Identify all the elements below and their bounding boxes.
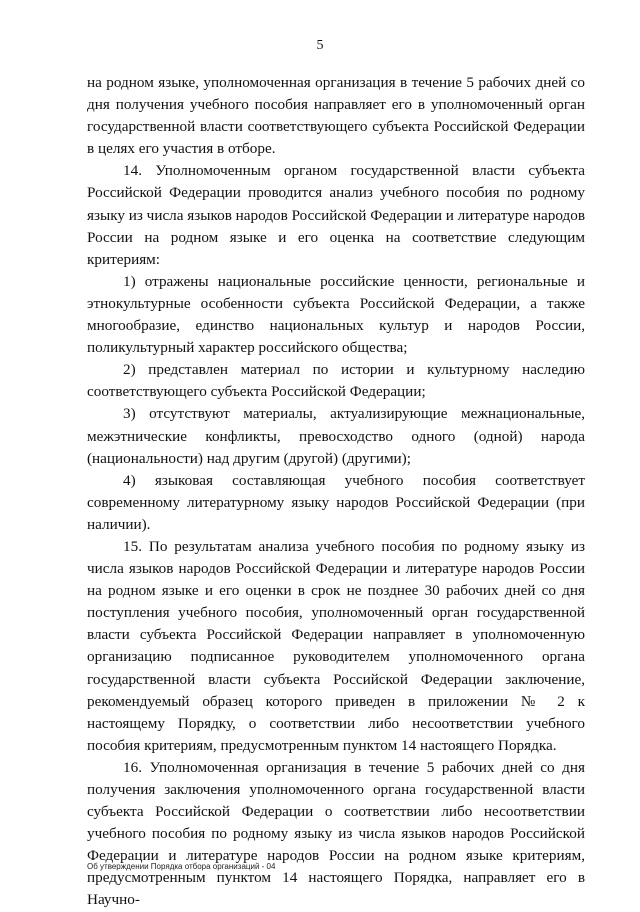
paragraph-item-16: 16. Уполномоченная организация в течение 5 рабочих дней со дня получения заключения уполномоченного органа государственной власти субъекта Российской Федерации о соответствии либо несоответствии учебного пособия по родному языку из числа языков народов Российской Федерации и литературе народов России на родном языке критериям, предусмотренным пунктом 14 настоящего Порядка, направляет его в Научно- bbox=[87, 758, 585, 909]
criterion-1: 1) отражены национальные российские ценности, региональные и этнокультурные особенности субъекта Российской Федерации, а также многообразие, единство национальных культур и народов России, поликультурный характер российского общества; bbox=[87, 272, 585, 357]
paragraph-continuation: на родном языке, уполномоченная организация в течение 5 рабочих дней со дня получения учебного пособия направляет его в уполномоченный орган государственной власти соответствующего субъекта Российской Федерации в целях его участия в отборе. bbox=[87, 74, 585, 158]
criterion-4: 4) языковая составляющая учебного пособия соответствует современному литературному языку народов Российской Федерации (при наличии). bbox=[87, 471, 585, 533]
paragraph-item-15: 15. По результатам анализа учебного пособия по родному языку из числа языков народов Российской Федерации и литературе народов России на родном языке и его оценки в срок не позднее 30 рабочих дней со дня поступления учебного пособия, уполномоченный орган государственной власти субъекта Российской Федерации направляет в уполномоченную организацию подписанное руководителем уполномоченного органа государственной власти субъекта Российской Федерации заключение, рекомендуемый образец которого приведен в приложении № 2 к настоящему Порядку, о соответствии либо несоответствии учебного пособия критериям, предусмотренным пунктом 14 настоящего Порядка. bbox=[87, 537, 585, 754]
document-body bbox=[87, 72, 585, 912]
criterion-3: 3) отсутствуют материалы, актуализирующие межнациональные, межэтнические конфликты, превосходство одного (одной) народа (национальности) над другим (другой) (другими); bbox=[87, 405, 585, 467]
document-footer: Об утверждении Порядка отбора организаций - 04 bbox=[87, 862, 276, 871]
criterion-2: 2) представлен материал по истории и культурному наследию соответствующего субъекта Российской Федерации; bbox=[87, 361, 585, 401]
page-number: 5 bbox=[316, 38, 324, 53]
paragraph-item-14: 14. Уполномоченным органом государственной власти субъекта Российской Федерации проводится анализ учебного пособия по родному языку из числа языков народов Российской Федерации и литературе народов России на родном языке и его оценка на соответствие следующим критериям: bbox=[87, 162, 585, 268]
